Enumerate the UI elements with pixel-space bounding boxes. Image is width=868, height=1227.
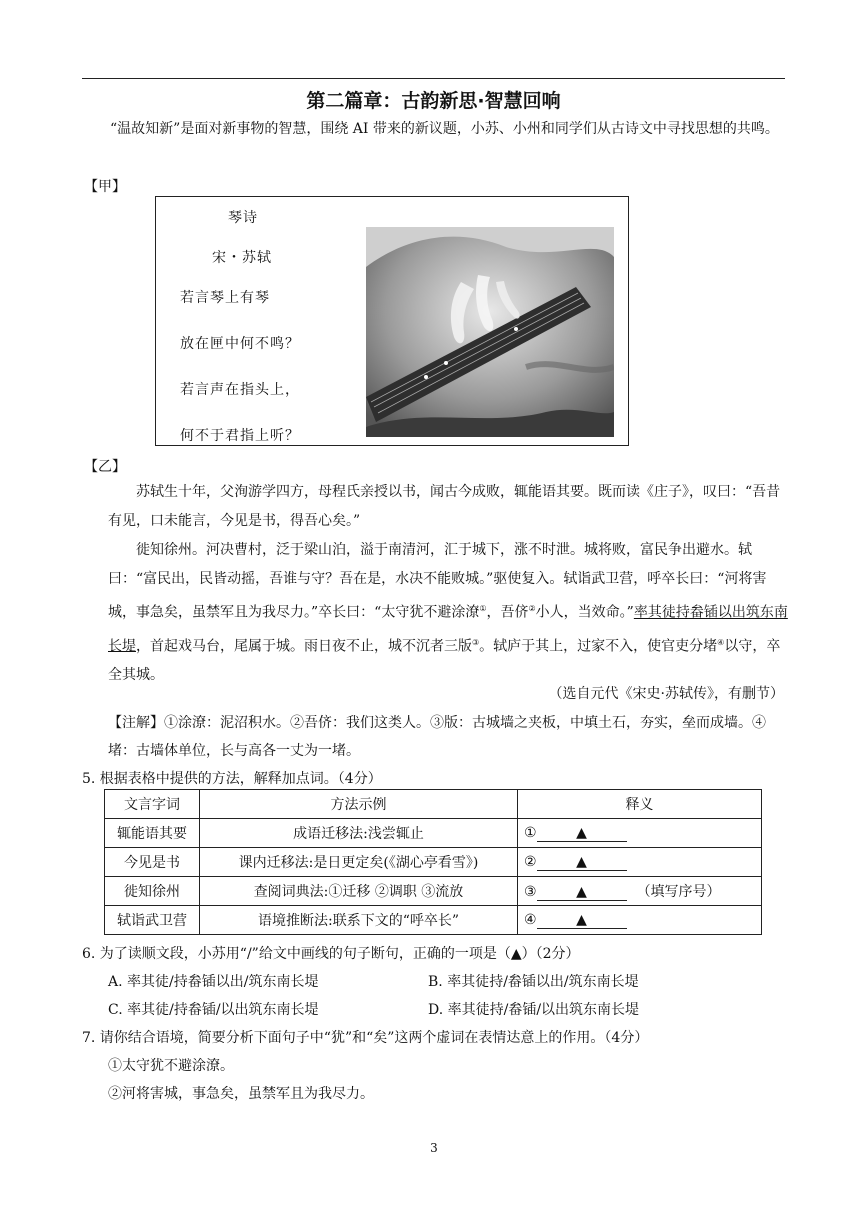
poem-line: 放在匣中何不鸣？ [180, 336, 300, 352]
guqin-ink-painting [366, 227, 614, 437]
answer-blank[interactable]: ▲ [537, 854, 627, 871]
answer-blank[interactable]: ▲ [537, 912, 627, 929]
answer-cell[interactable] [518, 877, 762, 906]
method-cell: 成语迁移法:浅尝辄止 [200, 819, 518, 848]
table-row [105, 906, 762, 935]
question-5: 5. 根据表格中提供的方法，解释加点词。（4分） [82, 771, 382, 787]
option-c[interactable]: C. 率其徒/持畚锸/以出筑东南长堤 [108, 1002, 319, 1018]
table-row [105, 877, 762, 906]
question-6: 6. 为了读顺文段，小苏用“/”给文中画线的句子断句，正确的一项是（▲）（2分） [82, 946, 580, 962]
method-cell: 查阅词典法:①迁移 ②调职 ③流放 [200, 877, 518, 906]
answer-blank[interactable]: ▲ [537, 825, 627, 842]
table-row [105, 848, 762, 877]
passage-text: ，首起戏马台，尾属于城。雨日夜不止，城不沉者三版 [136, 638, 472, 655]
answer-number: ④ [524, 911, 537, 928]
table-row [105, 819, 762, 848]
underlined-sentence: 率其徒持畚锸以出筑东南长堤 [108, 604, 788, 655]
question-7: 7. 请你结合语境，简要分析下面句子中“犹”和“矣”这两个虚词在表情达意上的作用。（4分） [82, 1030, 649, 1046]
poem-line: 若言声在指头上， [180, 382, 300, 398]
word-cell: 辄能语其要 [105, 819, 200, 848]
footnote-mark: ① [479, 604, 487, 613]
poem-line: 何不于君指上听？ [180, 428, 300, 444]
poem-title: 琴诗 [228, 210, 258, 226]
answer-blank[interactable]: ▲ [537, 884, 627, 901]
footnote-mark: ④ [717, 637, 725, 647]
method-cell: 课内迁移法:是日更定矣(《湖心亭看雪》) [200, 848, 518, 877]
classical-passage [108, 478, 788, 690]
poem-line: 若言琴上有琴 [180, 290, 270, 306]
answer-number: ③ [524, 884, 537, 900]
footnote-mark: ② [528, 604, 536, 613]
passage-paragraph-2 [108, 536, 788, 690]
answer-cell[interactable] [518, 848, 762, 877]
question-7-sentence-1: ①太守犹不避涂潦。 [108, 1058, 234, 1074]
section-title: 第二篇章：古韵新思·智慧回响 [306, 90, 561, 112]
method-cell: 语境推断法:联系下文的“呼卒长” [200, 906, 518, 935]
answer-cell[interactable] [518, 906, 762, 935]
option-b[interactable]: B. 率其徒持/畚锸以出/筑东南长堤 [428, 974, 639, 990]
passage-text: ，吾侪 [486, 604, 529, 621]
answer-cell[interactable] [518, 819, 762, 848]
jia-label: 【甲】 [84, 179, 126, 195]
method-table [104, 789, 762, 935]
passage-text: 。轼庐于其上，过家不入，使官吏分堵 [479, 638, 718, 655]
passage-text: 小人，当效命。” [535, 604, 634, 621]
header-cell: 方法示例 [200, 790, 518, 819]
poem-author: 宋・苏轼 [212, 250, 272, 266]
page-number: 3 [430, 1141, 438, 1155]
answer-hint: （填写序号） [636, 884, 721, 900]
word-cell: 徙知徐州 [105, 877, 200, 906]
poem-box [155, 196, 629, 446]
table-header-row [105, 790, 762, 819]
answer-number: ② [524, 853, 537, 870]
passage-text: 以守，卒全其城。 [108, 638, 781, 684]
option-d[interactable]: D. 率其徒持/畚锸/以出筑东南长堤 [428, 1002, 640, 1018]
yi-label: 【乙】 [84, 459, 126, 475]
option-a[interactable]: A. 率其徒/持畚锸以出/筑东南长堤 [108, 974, 319, 990]
word-cell: 轼诣武卫营 [105, 906, 200, 935]
intro-paragraph: “温故知新”是面对新事物的智慧，围绕 AI 带来的新议题，小苏、小州和同学们从古诗文中寻找思想的共鸣。 [110, 121, 779, 137]
footnote-mark: ③ [472, 637, 480, 647]
question-7-sentence-2: ②河将害城，事急矣，虽禁军且为我尽力。 [108, 1086, 374, 1102]
passage-source: （选自元代《宋史·苏轼传》，有删节） [548, 686, 784, 702]
header-rule [82, 78, 785, 79]
answer-number: ① [524, 824, 537, 841]
word-cell: 今见是书 [105, 848, 200, 877]
header-cell: 文言字词 [105, 790, 200, 819]
passage-paragraph-1: 苏轼生十年，父洵游学四方，母程氏亲授以书，闻古今成败，辄能语其要。既而读《庄子》，叹曰：“吾昔有见，口未能言，今见是书，得吾心矣。” [108, 484, 781, 529]
annotation-note: 【注解】①涂潦：泥沼积水。②吾侪：我们这类人。③版：古城墙之夹板，中填土石，夯实，垒而成墙。④堵：古墙体单位，长与高各一丈为一堵。 [108, 715, 766, 759]
passage-text: 徙知徐州。河决曹村，泛于梁山泊，溢于南清河，汇于城下，涨不时泄。城将败，富民争出避水。轼曰：“富民出，民皆动摇，吾谁与守？吾在是，水决不能败城。”驱使复入。轼诣武卫营，呼卒长曰：“河将害城，事急矣，虽禁军且为我尽力。”卒长曰：“太守犹不避涂潦 [108, 542, 767, 621]
header-cell: 释义 [518, 790, 762, 819]
